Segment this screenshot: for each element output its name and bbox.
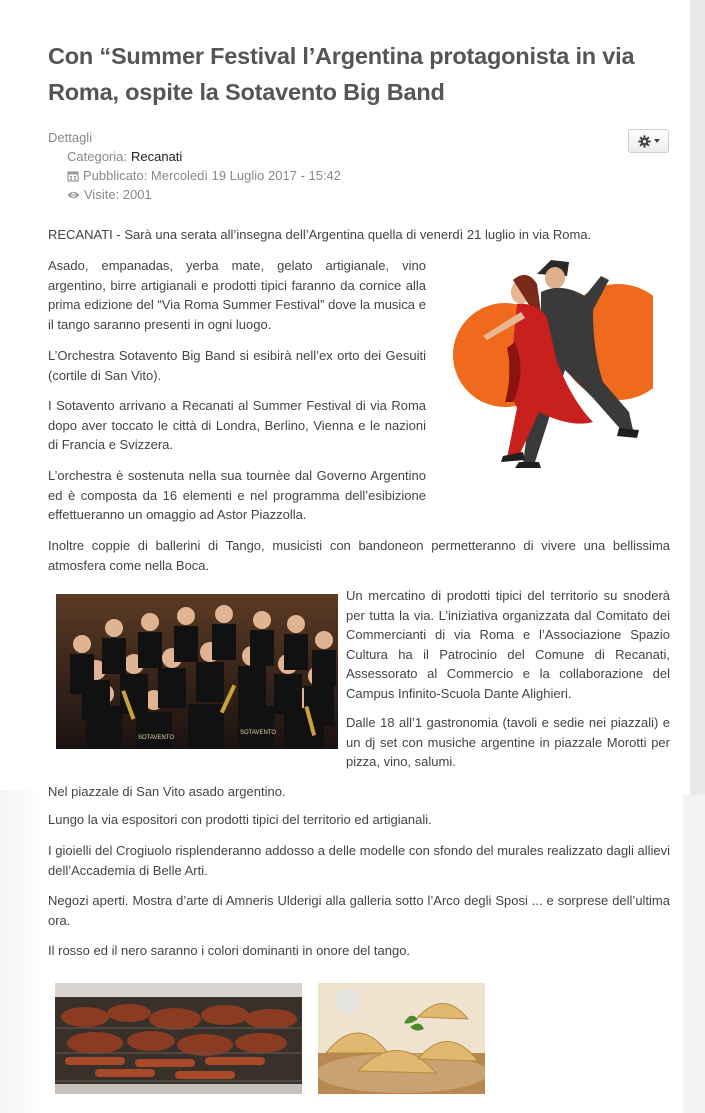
gear-icon (638, 135, 651, 148)
paragraph-asado: Nel piazzale di San Vito asado argentino. (48, 784, 286, 799)
paragraph-exhibitors: Lungo la via espositori con prodotti tipici del territorio ed artigianali. (48, 812, 432, 827)
category-label: Categoria: (67, 149, 127, 164)
paragraph-intro: RECANATI - Sarà una serata all’insegna dell’Argentina quella di venerdì 21 luglio in via Roma. (48, 227, 592, 242)
visits-count: Visite: 2001 (84, 187, 152, 202)
paragraph-gastronomy: Dalle 18 all’1 gastronomia (tavoli e sedie nei piazzali) e un dj set con musiche argentine in piazzale Morotti per pizza, vino, salumi. (346, 715, 670, 769)
band-shirt-text: SOTAVENTO (138, 735, 175, 741)
paragraph-dancers: Inoltre coppie di ballerini di Tango, musicisti con bandoneon permetteranno di vivere una bellissima atmosfera come nella Boca. (48, 538, 670, 573)
article-title: Con “Summer Festival l’Argentina protagonista in via Roma, ospite la Sotavento Big Band (48, 43, 635, 105)
paragraph-market: Un mercatino di prodotti tipici del territorio su snoderà per tutta la via. L’iniziativa organizzata dal Comitato dei Commercianti di via Roma e l’Associazione Spazio Cultura ha il Patrocinio del Comune di Recanati, Assessorato al Commercio e la collaborazione del Campus Infinito-Scuola Dante Alighieri. (346, 588, 670, 701)
eye-icon (67, 190, 80, 200)
paragraph-food: Asado, empanadas, yerba mate, gelato artigianale, vino argentino, birre artigianali e prodotti tipici faranno da cornice alla prima edizione del “Via Roma Summer Festival” dove la musica e il tango saranno presenti in ogni luogo. (48, 258, 426, 332)
visits-row (67, 187, 152, 202)
paragraph-tour: I Sotavento arrivano a Recanati al Summer Festival di via Roma dopo aver toccato le città di Londra, Berlino, Vienna e le nazioni di Francia e Svizzera. (48, 398, 426, 452)
paragraph-colors: Il rosso ed il nero saranno i colori dominanti in onore del tango. (48, 943, 411, 958)
paragraph-support: L’orchestra è sostenuta nella sua tournèe dal Governo Argentino ed è composta da 16 elementi e nel programma dell’esibizione effettueranno un omaggio ad Astor Piazzolla. (48, 468, 426, 522)
left-edge-fade (0, 790, 46, 1113)
chevron-down-icon (654, 139, 660, 143)
paragraph-orchestra: L’Orchestra Sotavento Big Band si esibirà nell’ex orto dei Gesuiti (cortile di San Vito). (48, 348, 426, 383)
published-date: Pubblicato: Mercoledì 19 Luglio 2017 - 15:42 (83, 168, 342, 183)
category-link[interactable]: Recanati (130, 149, 183, 164)
asado-grill-photo (55, 983, 302, 1094)
empanadas-photo (318, 983, 485, 1094)
calendar-icon (67, 170, 79, 182)
tango-dancers-image (443, 252, 653, 478)
details-heading: Dettagli (48, 130, 93, 145)
paragraph-jewels: I gioielli del Crogiuolo risplenderanno addosso a delle modelle con sfondo del murales realizzato dagli allievi dell’Accademia di Belle Arti. (48, 843, 670, 878)
published-row (67, 168, 341, 183)
article-tools-button[interactable] (628, 129, 669, 153)
right-edge-strip (683, 795, 705, 1113)
band-photo (56, 594, 338, 749)
category-row (67, 149, 182, 164)
paragraph-shops: Negozi aperti. Mostra d’arte di Amneris Ulderigi alla galleria sotto l’Arco degli Sposi ... e sorprese dell’ultima ora. (48, 893, 670, 928)
band-shirt-text-2: SOTAVENTO (240, 730, 277, 736)
